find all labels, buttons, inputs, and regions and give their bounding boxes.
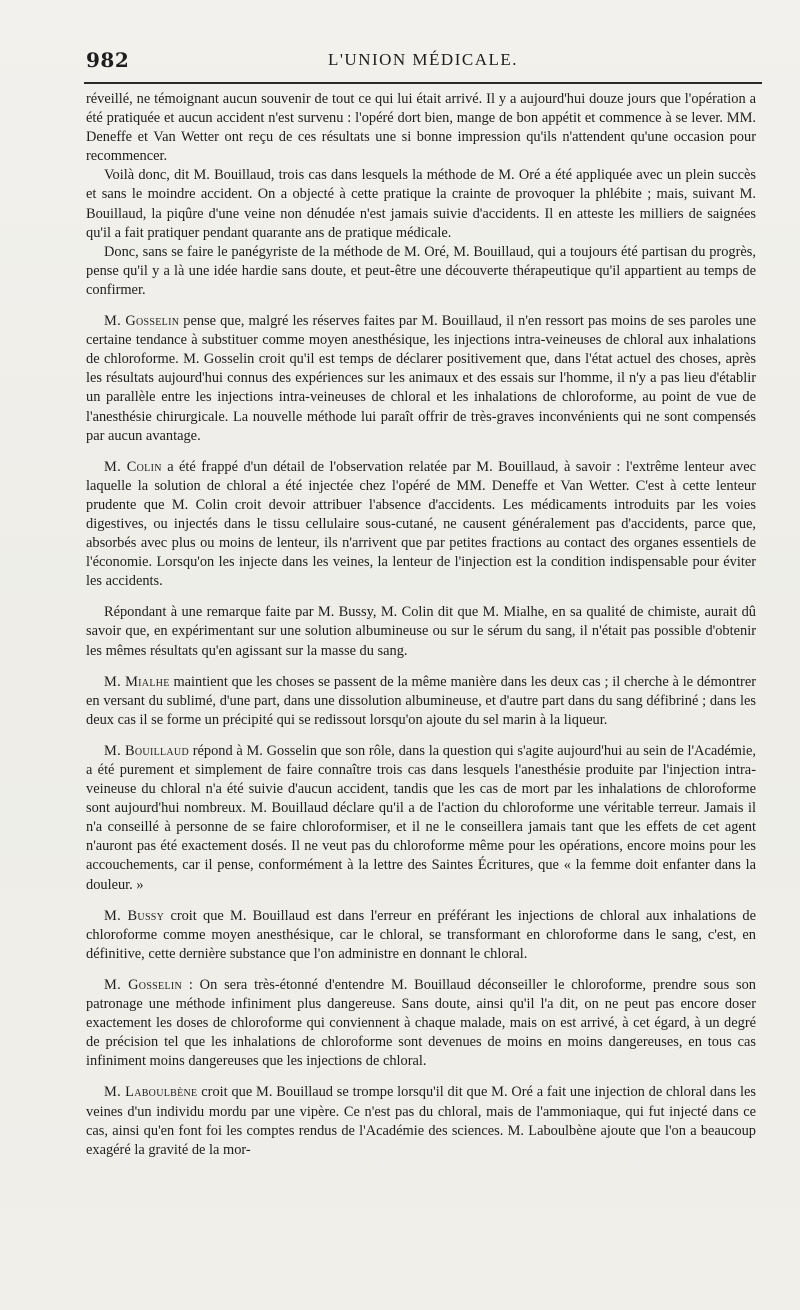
- speaker-name: M. Gosselin: [104, 976, 183, 993]
- paragraph-speech: [86, 1083, 756, 1159]
- paragraph: [86, 243, 756, 300]
- speaker-name: M. Mialhe: [104, 673, 170, 690]
- paragraph-speech: [86, 742, 756, 895]
- running-title: L'UNION MÉDICALE.: [327, 50, 519, 69]
- paragraph-text: Répondant à une remarque faite par M. Bussy, M. Colin dit que M. Mialhe, en sa qualité de chimiste, aurait dû savoir que, en expérimentant sur une solution albumineuse ou sur le sérum du sang, il n'était pas possible d'obtenir les mêmes résultats qu'en agissant sur la masse du sang.: [86, 604, 756, 659]
- speaker-name: M. Gosselin: [104, 313, 180, 330]
- speaker-name: M. Colin: [104, 458, 162, 475]
- paragraph-text: a été frappé d'un détail de l'observation relatée par M. Bouillaud, à savoir : l'extrême lenteur avec laquelle la solution de chloral a été injectée chez l'opéré de MM. Deneffe et Van Wetter. C'est à cette lenteur prudente que M. Colin croit devoir attribuer l'absence d'accidents. Les médicaments introduits par les voies digestives, ou injectés dans le tissu cellulaire sous-cutané, ne causent généralement pas d'accidents, parce que, absorbés avec plus ou moins de lenteur, ils n'arrivent que par petites fractions au contact des organes essentiels de l'économie. Lorsqu'on les injecte dans les veines, la lenteur de l'injection est la condition indispensable pour éviter les accidents.: [86, 458, 756, 590]
- paragraph-speech: [86, 673, 756, 730]
- header-rule: [84, 82, 762, 84]
- page-header: [86, 46, 760, 76]
- paragraph-text: maintient que les choses se passent de la même manière dans les deux cas ; il cherche à le démontrer en versant du sublimé, d'une part, dans une dissolution albumineuse, et d'autre part dans du sang défibriné ; dans les deux cas il se forme un précipité qui se redissout lorsqu'on ajoute du sel marin à la liqueur.: [86, 673, 756, 728]
- paragraph-text: croit que M. Bouillaud se trompe lorsqu'il dit que M. Oré a fait une injection de chloral dans les veines d'un individu mordu par une vipère. Ce n'est pas du chloral, mais de l'ammoniaque, qui fut injecté dans ce cas, ainsi qu'en font foi les comptes rendus de l'Académie des sciences. M. Laboulbène ajoute que l'on a beaucoup exagéré la gravité de la mor-: [86, 1084, 756, 1158]
- paragraph-text: croit que M. Bouillaud est dans l'erreur en préférant les injections de chloral aux inhalations de chloroforme comme moyen anesthésique, car le chloral, se transformant en chloroforme dans le sang, c'est, en définitive, cette dernière substance que l'on administre en donnant le chloral.: [86, 907, 756, 962]
- paragraph-text: Donc, sans se faire le panégyriste de la méthode de M. Oré, M. Bouillaud, qui a toujours été partisan du progrès, pense qu'il y a là une idée hardie sans doute, et peut-être une découverte thérapeutique qu'il appartient au temps de confirmer.: [86, 243, 756, 298]
- paragraph-speech: [86, 976, 756, 1071]
- speaker-name: M. Bouillaud: [104, 742, 189, 759]
- paragraph-text: répond à M. Gosselin que son rôle, dans la question qui s'agite aujourd'hui au sein de l'Académie, a été purement et simplement de faire connaître trois cas dans lesquels l'anesthésie produite par l'injection intra-veineuse du chloral n'a été suivie d'aucun accident, tandis que les cas de mort par les inhalations de chloroforme sont aujourd'hui nombreux. M. Bouillaud déclare qu'il a de l'action du chloroforme une véritable terreur. Jamais il n'a conseillé à personne de se faire chloroformiser, et il ne le conseillera jamais tant que les effets de cet agent n'auront pas été exactement dosés. Il ne veut pas du chloroforme même pour les opérations, encore moins pour les accouchements, car il pense, conformément à la lettre des Saintes Écritures, que « la femme doit enfanter dans la douleur. »: [86, 742, 756, 893]
- paragraph: [86, 166, 756, 242]
- article-body: [86, 90, 756, 1160]
- paragraph: [86, 603, 756, 660]
- paragraph-text: Voilà donc, dit M. Bouillaud, trois cas dans lesquels la méthode de M. Oré a été appliquée avec un plein succès et sans le moindre accident. On a objecté à cette pratique la crainte de provoquer la phlébite ; mais, suivant M. Bouillaud, la piqûre d'une veine non dénudée n'est jamais suivie d'accidents. Il en atteste les milliers de saignées qu'il a fait pratiquer pendant quarante ans de pratique médicale.: [86, 167, 756, 241]
- paragraph-text: pense que, malgré les réserves faites par M. Bouillaud, il n'en ressort pas moins de ses paroles une certaine tendance à substituer comme moyen anesthésique, les injections intra-veineuses de chloral aux inhalations de chloroforme. M. Gosselin croit qu'il est temps de déclarer positivement que, dans l'état actuel des choses, après les résultats aujourd'hui connus des expériences sur les animaux et des essais sur l'homme, il n'y a pas lieu d'établir un parallèle entre les injections intra-veineuses de chloral et les inhalations de chloroforme, au point de vue de l'anesthésie chirurgicale. La nouvelle méthode lui paraît offrir de très-graves inconvénients qui ne sont compensés par aucun avantage.: [86, 313, 756, 444]
- paragraph-text: réveillé, ne témoignant aucun souvenir de tout ce qui lui était arrivé. Il y a aujourd'hui douze jours que l'opération a été pratiquée et aucun accident n'est survenu : l'opéré dort bien, mange de bon appétit et commence à se lever. MM. Deneffe et Van Wetter ont reçu de ces résultats une si bonne impression qu'ils n'attendent qu'une occasion pour recommencer.: [86, 91, 756, 165]
- paragraph-speech: [86, 458, 756, 592]
- paragraph-speech: [86, 907, 756, 964]
- speaker-name: M. Laboulbène: [104, 1084, 198, 1101]
- paragraph-text: : On sera très-étonné d'entendre M. Bouillaud déconseiller le chloroforme, prendre sous son patronage une méthode infiniment plus dangereuse. Sans doute, ainsi qu'il l'a dit, on ne peut pas encore doser exactement les doses de chloroforme qui conviennent à chaque malade, mais on est arrivé, à cet égard, à un degré de précision tel que les inhalations de chloroforme sont devenues de moins en moins dangereuses, en tous cas infiniment moins dangereuses que les injections de chloral.: [86, 976, 757, 1070]
- speaker-name: M. Bussy: [104, 907, 165, 924]
- paragraph-continuation: [86, 90, 756, 166]
- paragraph-speech: [86, 312, 756, 446]
- page-number: 982: [86, 48, 130, 72]
